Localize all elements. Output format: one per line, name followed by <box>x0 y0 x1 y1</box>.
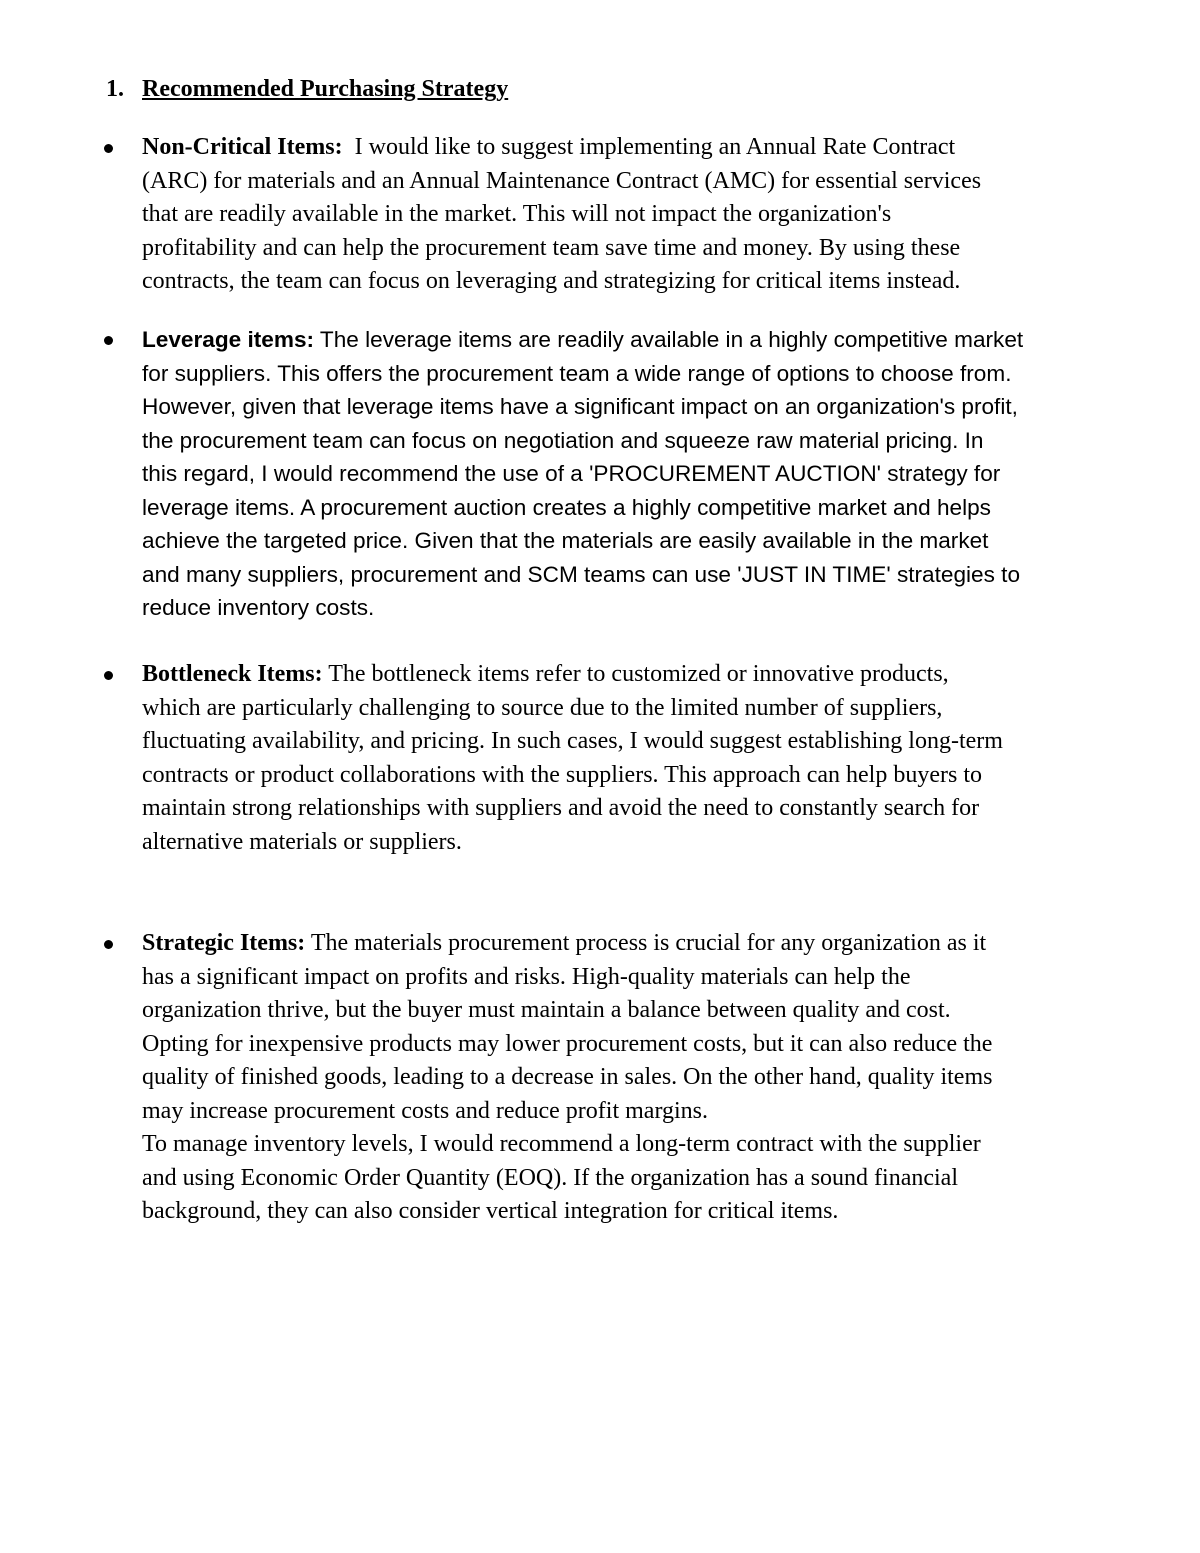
section-heading <box>106 72 508 106</box>
item-line: Strategic Items: The materials procurement process is crucial for any organization as it <box>142 930 987 956</box>
item-line: maintain strong relationships with suppliers and avoid the need to constantly search for <box>142 795 980 821</box>
item-label: Leverage items: <box>142 327 315 352</box>
list-item-bottleneck <box>142 658 1142 859</box>
item-paragraph <box>142 927 1142 1128</box>
item-line: and many suppliers, procurement and SCM teams can use 'JUST IN TIME' strategies to <box>142 561 1021 587</box>
item-line: reduce inventory costs. <box>142 595 375 620</box>
item-paragraph <box>142 658 1142 859</box>
item-paragraph <box>142 131 1142 299</box>
item-line: Non-Critical Items: I would like to suggest implementing an Annual Rate Contract <box>142 134 956 160</box>
item-line: leverage items. A procurement auction creates a highly competitive market and helps <box>142 494 991 520</box>
item-line: Leverage items: The leverage items are readily available in a highly competitive market <box>142 327 1024 352</box>
bullet-icon <box>104 940 113 949</box>
item-line: (ARC) for materials and an Annual Maintenance Contract (AMC) for essential services <box>142 167 982 194</box>
item-line: organization thrive, but the buyer must maintain a balance between quality and cost. <box>142 997 951 1023</box>
bullet-icon <box>104 144 113 153</box>
item-line: that are readily available in the market. This will not impact the organization's <box>142 201 892 227</box>
item-line: achieve the targeted price. Given that the materials are easily available in the market <box>142 528 989 553</box>
bullet-icon <box>104 671 113 680</box>
item-line: background, they can also consider vertical integration for critical items. <box>142 1198 839 1224</box>
list-item-strategic <box>142 927 1142 1229</box>
item-line: alternative materials or suppliers. <box>142 828 462 855</box>
item-paragraph <box>142 323 1142 625</box>
item-line: for suppliers. This offers the procurement team a wide range of options to choose from. <box>142 360 1012 386</box>
list-item-non-critical <box>142 131 1142 299</box>
item-line: However, given that leverage items have a significant impact on an organization's profit, <box>142 394 1018 419</box>
item-line: contracts, the team can focus on leveraging and strategizing for critical items instead. <box>142 268 961 294</box>
item-label: Strategic Items: <box>142 930 306 956</box>
item-line: which are particularly challenging to source due to the limited number of suppliers, <box>142 694 943 721</box>
item-line: the procurement team can focus on negotiation and squeeze raw material pricing. In <box>142 427 984 453</box>
item-line: may increase procurement costs and reduce profit margins. <box>142 1097 709 1124</box>
item-label: Bottleneck Items: <box>142 661 323 687</box>
bullet-icon <box>104 336 113 345</box>
section-title: Recommended Purchasing Strategy <box>142 76 509 102</box>
item-label: Non-Critical Items: <box>142 134 343 160</box>
item-line: contracts or product collaborations with the suppliers. This approach can help buyers to <box>142 761 982 788</box>
item-line: quality of finished goods, leading to a decrease in sales. On the other hand, quality items <box>142 1064 993 1090</box>
item-paragraph-continued <box>142 1128 1142 1229</box>
item-line: and using Economic Order Quantity (EOQ). If the organization has a sound financial <box>142 1164 958 1191</box>
section-number: 1. <box>106 76 124 102</box>
item-line: this regard, I would recommend the use of a 'PROCUREMENT AUCTION' strategy for <box>142 461 1001 486</box>
item-line: To manage inventory levels, I would recommend a long-term contract with the supplier <box>142 1131 981 1157</box>
item-line: Opting for inexpensive products may lower procurement costs, but it can also reduce the <box>142 1030 993 1057</box>
item-line: Bottleneck Items: The bottleneck items refer to customized or innovative products, <box>142 661 949 687</box>
item-line: profitability and can help the procurement team save time and money. By using these <box>142 234 961 261</box>
item-line: has a significant impact on profits and risks. High-quality materials can help the <box>142 963 911 990</box>
list-item-leverage <box>142 323 1142 625</box>
item-line: fluctuating availability, and pricing. In such cases, I would suggest establishing long-term <box>142 728 1003 754</box>
